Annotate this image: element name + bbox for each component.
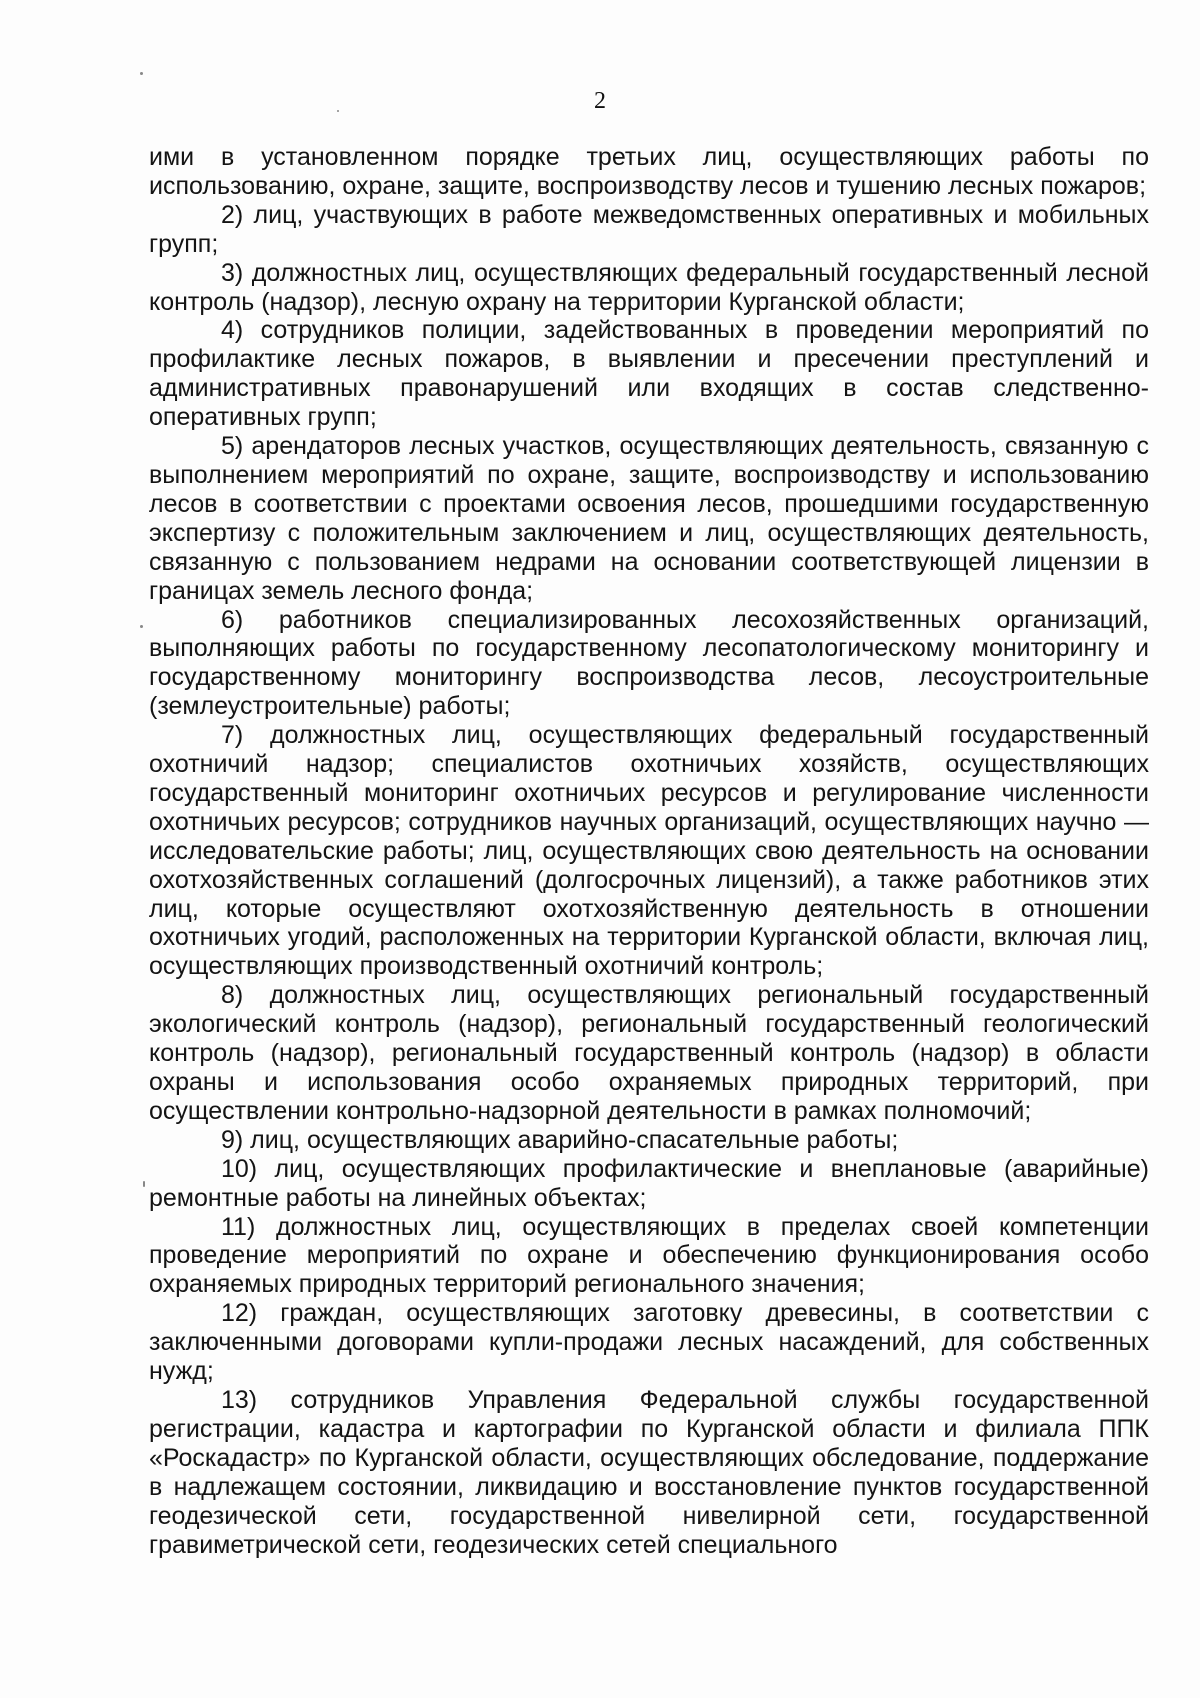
list-item-7: 7) должностных лиц, осуществляющих федеральный государственный охотничий надзор; специалистов охотничьих хозяйств, осуществляющих государственный мониторинг охотничьих ресурсов и регулирование численности охотничьих ресурсов; сотрудников научных организаций, осуществляющих научно — исследовательские работы; лиц, осуществляющих свою деятельность на основании охотхозяйственных соглашений (долгосрочных лицензий), а также работников этих лиц, которые осуществляют охотхозяйственную деятельность в отношении охотничьих угодий, расположенных на территории Курганской области, включая лиц, осуществляющих производственный охотничий контроль; [149, 721, 1149, 981]
scan-artifact [140, 625, 143, 628]
list-item-2: 2) лиц, участвующих в работе межведомственных оперативных и мобильных групп; [149, 200, 1149, 258]
list-item-5: 5) арендаторов лесных участков, осуществляющих деятельность, связанную с выполнением мероприятий по охране, защите, воспроизводству и использованию лесов в соответствии с проектами освоения лесов, прошедшими государственную экспертизу с положительным заключением и лиц, осуществляющих деятельность, связанную с пользованием недрами на основании соответствующей лицензии в границах земель лесного фонда; [149, 432, 1149, 605]
list-item-6: 6) работников специализированных лесохозяйственных организаций, выполняющих работы по государственному лесопатологическому мониторингу и государственному мониторингу воспроизводства лесов, лесоустроительные (землеустроительные) работы; [149, 605, 1149, 721]
paragraph-continuation: ими в установленном порядке третьих лиц, осуществляющих работы по использованию, охране, защите, воспроизводству лесов и тушению лесных пожаров; [149, 143, 1149, 200]
list-item-8: 8) должностных лиц, осуществляющих региональный государственный экологический контроль (надзор), региональный государственный геологический контроль (надзор), региональный государственный контроль (надзор) в области охраны и использования особо охраняемых природных территорий, при осуществлении контрольно-надзорной деятельности в рамках полномочий; [149, 981, 1149, 1125]
list-item-4: 4) сотрудников полиции, задействованных в проведении мероприятий по профилактике лесных пожаров, в выявлении и пресечении преступлений и административных правонарушений или входящих в состав следственно-оперативных групп; [149, 316, 1149, 432]
document-body [149, 143, 1149, 1559]
list-item-3: 3) должностных лиц, осуществляющих федеральный государственный лесной контроль (надзор), лесную охрану на территории Курганской области; [149, 258, 1149, 316]
scan-artifact [143, 1181, 145, 1187]
list-item-9: 9) лиц, осуществляющих аварийно-спасательные работы; [221, 1125, 899, 1154]
page-number: 2 [594, 88, 606, 114]
list-item-10: 10) лиц, осуществляющих профилактические и внеплановые (аварийные) ремонтные работы на линейных объектах; [149, 1154, 1149, 1212]
scan-artifact [140, 72, 143, 75]
list-item-13: 13) сотрудников Управления Федеральной службы государственной регистрации, кадастра и картографии по Курганской области и филиала ППК «Роскадастр» по Курганской области, осуществляющих обследование, поддержание в надлежащем состоянии, ликвидацию и восстановление пунктов государственной геодезической сети, государственной нивелирной сети, государственной гравиметрической сети, геодезических сетей специального [149, 1385, 1149, 1559]
list-item-11: 11) должностных лиц, осуществляющих в пределах своей компетенции проведение мероприятий по охране и обеспечению функционирования особо охраняемых природных территорий регионального значения; [149, 1212, 1149, 1299]
list-item-12: 12) граждан, осуществляющих заготовку древесины, в соответствии с заключенными договорами купли-продажи лесных насаждений, для собственных нужд; [149, 1299, 1149, 1386]
